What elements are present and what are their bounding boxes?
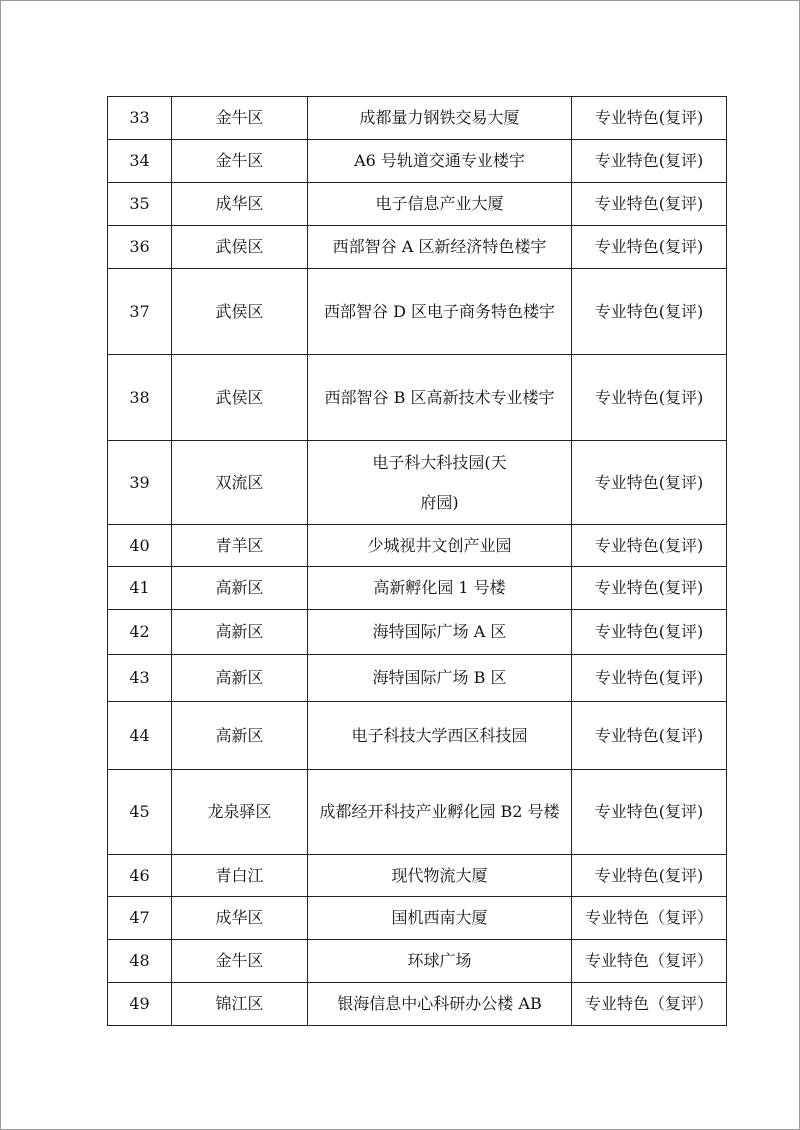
building-name-cell: 海特国际广场 A 区 — [308, 610, 572, 655]
table-row — [108, 702, 727, 770]
row-number: 33 — [108, 97, 172, 140]
building-name-cell: 少城视井文创产业园 — [308, 525, 572, 567]
category-cell: 专业特色（复评） — [572, 940, 727, 983]
row-number: 34 — [108, 140, 172, 183]
row-number: 41 — [108, 567, 172, 610]
row-number: 49 — [108, 983, 172, 1026]
building-name-cell: 西部智谷 B 区高新技术专业楼宇 — [308, 355, 572, 441]
district-cell: 高新区 — [172, 655, 308, 702]
category-cell: 专业特色(复评) — [572, 269, 727, 355]
district-cell: 金牛区 — [172, 140, 308, 183]
building-name-cell: 环球广场 — [308, 940, 572, 983]
row-number: 37 — [108, 269, 172, 355]
row-number: 46 — [108, 855, 172, 897]
row-number: 35 — [108, 183, 172, 226]
district-cell: 锦江区 — [172, 983, 308, 1026]
table-row — [108, 770, 727, 855]
building-name-cell: 西部智谷 D 区电子商务特色楼宇 — [308, 269, 572, 355]
building-name-cell: 海特国际广场 B 区 — [308, 655, 572, 702]
district-cell: 青白江 — [172, 855, 308, 897]
building-name-cell: 国机西南大厦 — [308, 897, 572, 940]
category-cell: 专业特色(复评) — [572, 97, 727, 140]
table-row — [108, 940, 727, 983]
building-name-cell: 成都经开科技产业孵化园 B2 号楼 — [308, 770, 572, 855]
building-name-cell: A6 号轨道交通专业楼宇 — [308, 140, 572, 183]
table-row — [108, 97, 727, 140]
table-row — [108, 140, 727, 183]
building-name-cell: 电子信息产业大厦 — [308, 183, 572, 226]
building-name-cell: 电子科技大学西区科技园 — [308, 702, 572, 770]
row-number: 43 — [108, 655, 172, 702]
district-cell: 高新区 — [172, 702, 308, 770]
row-number: 42 — [108, 610, 172, 655]
building-name-cell: 成都量力钢铁交易大厦 — [308, 97, 572, 140]
category-cell: 专业特色(复评) — [572, 525, 727, 567]
category-cell: 专业特色(复评) — [572, 770, 727, 855]
row-number: 45 — [108, 770, 172, 855]
category-cell: 专业特色(复评) — [572, 655, 727, 702]
category-cell: 专业特色(复评) — [572, 610, 727, 655]
district-cell: 武侯区 — [172, 226, 308, 269]
table-row — [108, 355, 727, 441]
building-list-table — [107, 96, 727, 1026]
category-cell: 专业特色(复评) — [572, 140, 727, 183]
table-row — [108, 610, 727, 655]
category-cell: 专业特色(复评) — [572, 441, 727, 525]
district-cell: 青羊区 — [172, 525, 308, 567]
category-cell: 专业特色（复评） — [572, 983, 727, 1026]
category-cell: 专业特色(复评) — [572, 183, 727, 226]
district-cell: 成华区 — [172, 897, 308, 940]
table-row — [108, 441, 727, 525]
table-row — [108, 183, 727, 226]
district-cell: 高新区 — [172, 610, 308, 655]
category-cell: 专业特色(复评) — [572, 855, 727, 897]
category-cell: 专业特色（复评） — [572, 897, 727, 940]
district-cell: 成华区 — [172, 183, 308, 226]
row-number: 38 — [108, 355, 172, 441]
category-cell: 专业特色(复评) — [572, 567, 727, 610]
category-cell: 专业特色(复评) — [572, 226, 727, 269]
table-row — [108, 983, 727, 1026]
table-row — [108, 655, 727, 702]
row-number: 40 — [108, 525, 172, 567]
district-cell: 龙泉驿区 — [172, 770, 308, 855]
row-number: 44 — [108, 702, 172, 770]
building-name-cell: 西部智谷 A 区新经济特色楼宇 — [308, 226, 572, 269]
district-cell: 金牛区 — [172, 940, 308, 983]
row-number: 36 — [108, 226, 172, 269]
district-cell: 武侯区 — [172, 355, 308, 441]
table-row — [108, 226, 727, 269]
row-number: 47 — [108, 897, 172, 940]
building-name-cell: 银海信息中心科研办公楼 AB — [308, 983, 572, 1026]
table-row — [108, 897, 727, 940]
table-row — [108, 567, 727, 610]
table-row — [108, 855, 727, 897]
row-number: 39 — [108, 441, 172, 525]
table-row — [108, 269, 727, 355]
district-cell: 双流区 — [172, 441, 308, 525]
building-name-cell: 现代物流大厦 — [308, 855, 572, 897]
district-cell: 金牛区 — [172, 97, 308, 140]
district-cell: 武侯区 — [172, 269, 308, 355]
building-name-cell: 电子科大科技园(天府园) — [308, 441, 572, 525]
building-name-cell: 高新孵化园 1 号楼 — [308, 567, 572, 610]
district-cell: 高新区 — [172, 567, 308, 610]
category-cell: 专业特色(复评) — [572, 355, 727, 441]
row-number: 48 — [108, 940, 172, 983]
category-cell: 专业特色(复评) — [572, 702, 727, 770]
table-row — [108, 525, 727, 567]
